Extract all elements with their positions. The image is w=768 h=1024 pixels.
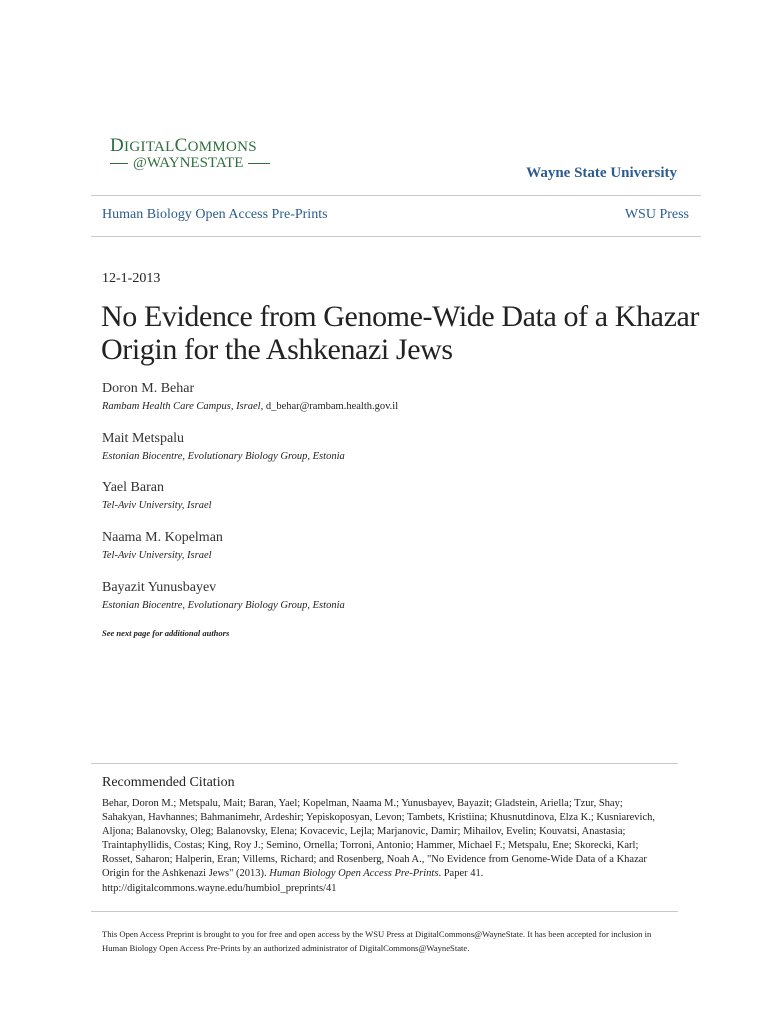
- author-entry: [102, 431, 345, 462]
- logo-wayne-state: @WAYNESTATE: [133, 155, 244, 171]
- citation-paper-number: . Paper 41.: [438, 868, 484, 880]
- author-entry: [102, 480, 212, 511]
- author-affiliation: Estonian Biocentre, Evolutionary Biology Group, Estonia: [102, 600, 345, 611]
- author-entry: [102, 381, 398, 412]
- logo-text-igital: IGITAL: [124, 139, 175, 155]
- logo-rule-right: [248, 163, 270, 165]
- author-name: Bayazit Yunusbayev: [102, 580, 217, 595]
- logo-rule-left: [110, 163, 128, 165]
- author-entry: [102, 580, 345, 611]
- affiliation-text: Rambam Health Care Campus, Israel: [102, 401, 261, 412]
- logo-text-ommons: OMMONS: [187, 139, 257, 155]
- open-access-notice: This Open Access Preprint is brought to you for free and open access by the WSU Press at DigitalCommons@WayneState. It has been accepted for inclusion in Human Biology Open Access Pre-Prints by an authorized administrator of DigitalCommons@WayneState.: [102, 929, 652, 953]
- author-affiliation: Estonian Biocentre, Evolutionary Biology Group, Estonia: [102, 451, 345, 462]
- footer-divider: [91, 911, 678, 912]
- digitalcommons-logo[interactable]: [110, 135, 285, 175]
- recommended-citation-heading: Recommended Citation: [102, 775, 235, 790]
- author-entry: [102, 530, 223, 561]
- paper-title: No Evidence from Genome-Wide Data of a Khazar Origin for the Ashkenazi Jews: [101, 300, 700, 366]
- header-divider-bottom: [91, 236, 701, 237]
- publication-date: 12-1-2013: [102, 271, 161, 286]
- author-name: Naama M. Kopelman: [102, 530, 223, 545]
- citation-body: Behar, Doron M.; Metspalu, Mait; Baran, Yael; Kopelman, Naama M.; Yunusbayev, Bayazit; Gladstein, Ariella; Tzur, Shay; Sahakyan, Havhannes; Bahmanimehr, Ardeshir; Yepiskoposyan, Levon; Tambets, Kristiina; Khusnutdinova, Elza K.; Kusniarevich, Aljona; Balanovsky, Oleg; Balanovsky, Elena; Kovacevic, Lejla; Marjanovic, Damir; Mihailov, Evelin; Kouvatsi, Anastasia; Traintaphyllidis, Costas; King, Roy J.; Semino, Ornella; Torroni, Antonio; Hammer, Michael F.; Metspalu, Ene; Skorecki, Karl; Rosset, Saharon; Halperin, Eran; Villems, Richard; and Rosenberg, Noah A., "No Evidence from Genome-Wide Data of a Khazar Origin for the Ashkenazi Jews" (2013).: [102, 798, 656, 880]
- author-email[interactable]: d_behar@rambam.health.gov.il: [265, 401, 399, 412]
- citation-divider: [91, 763, 678, 764]
- press-link[interactable]: WSU Press: [624, 207, 689, 222]
- logo-subline: [110, 155, 270, 172]
- collection-link[interactable]: Human Biology Open Access Pre-Prints: [102, 207, 328, 222]
- header-divider-top: [91, 195, 701, 196]
- citation-url[interactable]: http://digitalcommons.wayne.edu/humbiol_preprints/41: [102, 882, 337, 894]
- author-name: Yael Baran: [102, 480, 164, 495]
- author-affiliation: Rambam Health Care Campus, Israel, d_behar@rambam.health.gov.il: [102, 401, 399, 412]
- logo-letter-d: D: [110, 135, 125, 156]
- author-affiliation: Tel-Aviv University, Israel: [102, 500, 212, 511]
- author-name: Mait Metspalu: [102, 431, 185, 446]
- logo-letter-c: C: [174, 135, 188, 156]
- additional-authors-note: See next page for additional authors: [102, 628, 230, 638]
- university-link[interactable]: Wayne State University: [526, 165, 677, 181]
- citation-journal: Human Biology Open Access Pre-Prints: [269, 868, 439, 880]
- author-name: Doron M. Behar: [102, 381, 195, 396]
- logo-wordmark: [110, 135, 257, 157]
- citation-text: [102, 797, 662, 896]
- author-affiliation: Tel-Aviv University, Israel: [102, 550, 212, 561]
